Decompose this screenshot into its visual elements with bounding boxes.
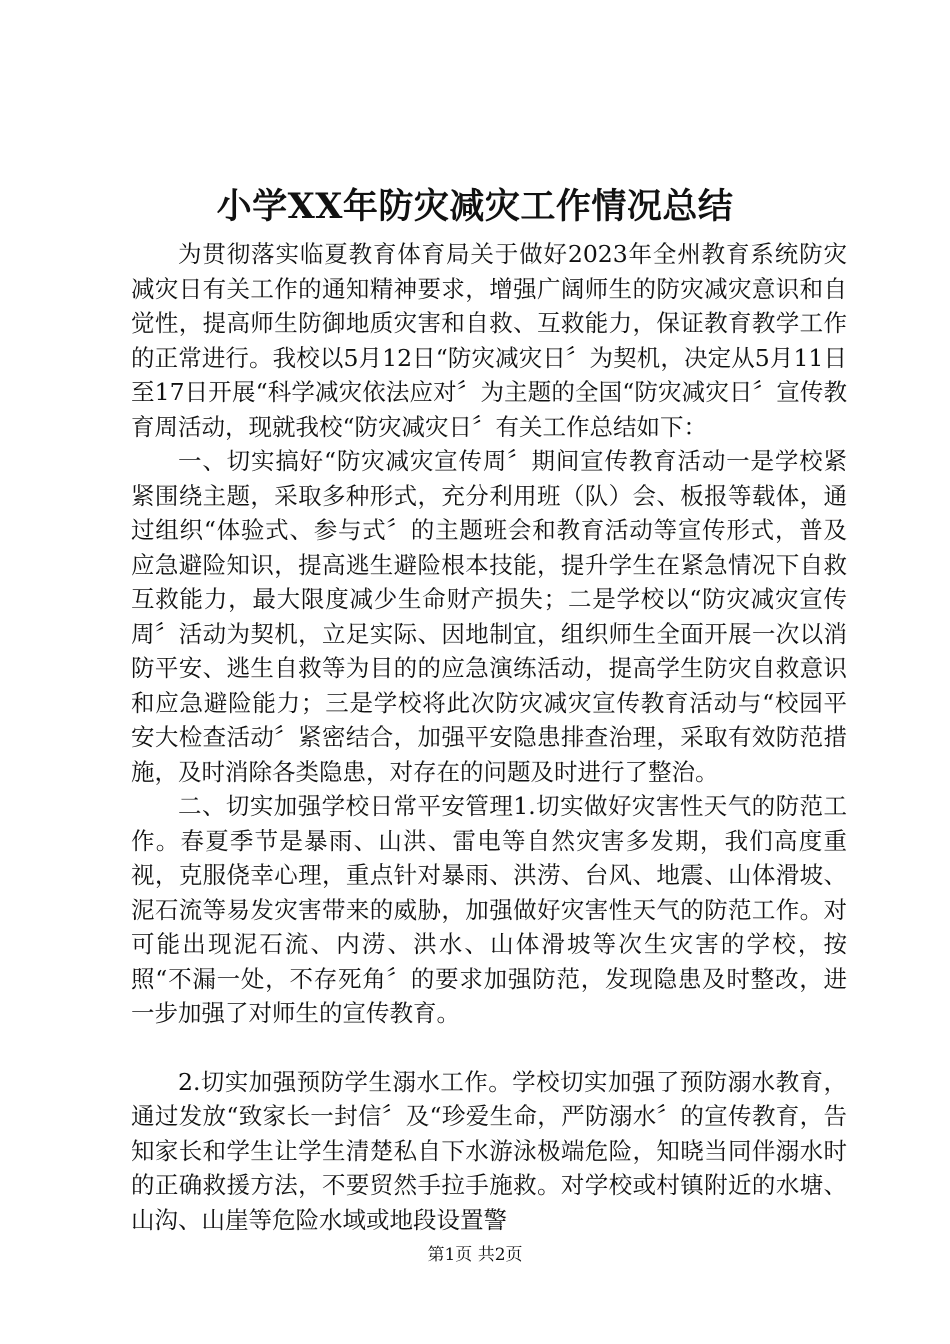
- page-footer: 第1页 共2页: [427, 1245, 523, 1265]
- paragraph-intro: 为贯彻落实临夏教育体育局关于做好2023年全州教育系统防灾减灾日有关工作的通知精神要求，增强广阔师生的防灾减灾意识和自觉性，提高师生防御地质灾害和自救、互救能力，保证教育教学工作的正常进行。我校以5月12日“防灾减灾日〞为契机，决定从5月11日至17日开展“科学减灾依法应对〞为主题的全国“防灾减灾日〞宣传教育周活动，现就我校“防灾减灾日〞有关工作总结如下：: [131, 240, 847, 441]
- paragraph-section-2: 二、切实加强学校日常平安管理1.切实做好灾害性天气的防范工作。春夏季节是暴雨、山洪、雷电等自然灾害多发期，我们高度重视，克服侥幸心理，重点针对暴雨、洪涝、台风、地震、山体滑坡、泥石流等易发灾害带来的威胁，加强做好灾害性天气的防范工作。对可能出现泥石流、内涝、洪水、山体滑坡等次生灾害的学校，按照“不漏一处，不存死角〞的要求加强防范，发现隐患及时整改，进一步加强了对师生的宣传教育。: [131, 792, 847, 1027]
- document-title: 小学XX年防灾减灾工作情况总结: [216, 186, 734, 227]
- paragraph-section-1: 一、切实搞好“防灾减灾宣传周〞期间宣传教育活动一是学校紧紧围绕主题，采取多种形式，充分利用班（队）会、板报等载体，通过组织“体验式、参与式〞的主题班会和教育活动等宣传形式，普及应急避险知识，提高逃生避险根本技能，提升学生在紧急情况下自救互救能力，最大限度减少生命财产损失；二是学校以“防灾减灾宣传周〞活动为契机，立足实际、因地制宜，组织师生全面开展一次以消防平安、逃生自救等为目的的应急演练活动，提高学生防灾自救意识和应急避险能力；三是学校将此次防灾减灾宣传教育活动与“校园平安大检查活动〞紧密结合，加强平安隐患排查治理，采取有效防范措施，及时消除各类隐患，对存在的问题及时进行了整治。: [131, 447, 847, 786]
- document-body: [131, 237, 847, 1237]
- paragraph-section-2-item-2: 2.切实加强预防学生溺水工作。学校切实加强了预防溺水教育，通过发放“致家长一封信〞及“珍爱生命，严防溺水〞的宣传教育，告知家长和学生让学生清楚私自下水游泳极端危险，知晓当同伴溺水时的正确救援方法，不要贸然手拉手施救。对学校或村镇附近的水塘、山沟、山崖等危险水域或地段设置警: [131, 1067, 847, 1234]
